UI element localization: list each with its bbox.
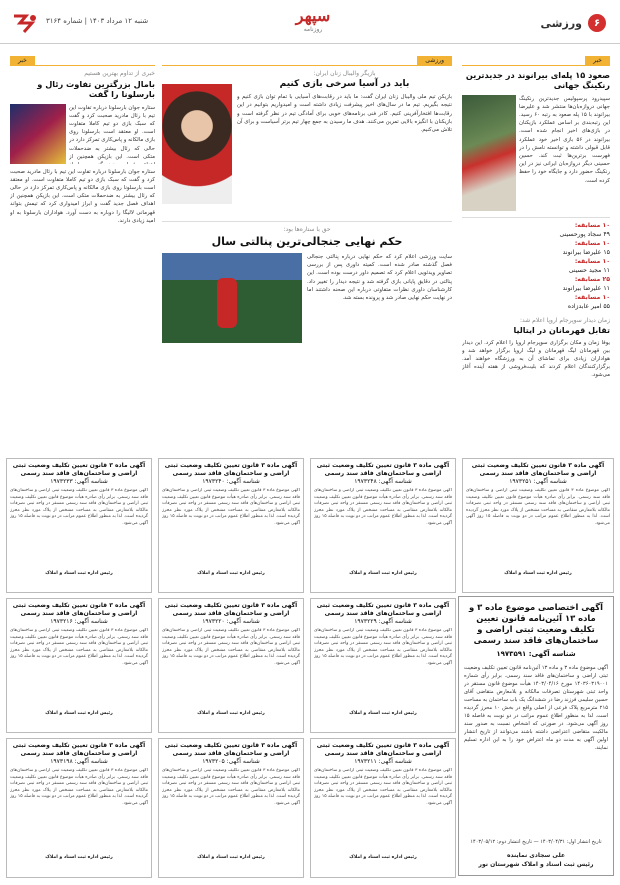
- ad-body: آگهی موضوع ماده ۳ قانون تعیین تکلیف وضعیت ثبتی اراضی و ساختمان‌های فاقد سند رسمی. برابر رأی صادره هیأت موضوع قانون تعیین تکلیف وضعیت ثبتی اراضی و ساختمان‌های فاقد سند رسمی مستقر در واحد ثبتی تصرفات مالکانه بلامعارض متقاضی به مساحت مشخص از پلاک مورد نظر محرز گردیده است. لذا به منظور اطلاع عموم مراتب در دو نوبت به فاصله ۱۵ روز آگهی می‌شود.: [314, 628, 452, 666]
- ad-title: آگهی ماده ۳ قانون تعیین تکلیف وضعیت ثبتی اراضی و ساختمان‌های فاقد سند رسمی: [316, 602, 450, 617]
- player-photo: [10, 104, 66, 164]
- legal-ad: [462, 458, 614, 593]
- ad-code: شناسه آگهی: ۱۹۷۳۲۵۱: [509, 478, 567, 485]
- ad-code: شناسه آگهی: ۱۹۷۳۲۳۳: [50, 478, 108, 485]
- kicker: خبری از تداوم بهترین هستیم: [84, 70, 155, 77]
- ad-title: آگهی ماده ۳ قانون تعیین تکلیف وضعیت ثبتی اراضی و ساختمان‌های فاقد سند رسمی: [12, 462, 146, 477]
- masthead-title: سپهر: [295, 6, 331, 25]
- article-body: ستاره جوان بارسلونا درباره تفاوت این تیم با رئال مادرید صحبت کرد و گفت که سبک بازی دو تیم کاملا متفاوت است. او معتقد است بارسلونا روی بازی مالکانه و پاس‌کاری تمرکز دارد در حالی که رئال بیشتر به ضدحملات متکی است. این بازیکن همچنین از اهداف فصل جدید گفت و ابراز امیدواری کرد که تیمش بتواند قهرمانی لالیگا را دوباره به دست آورد. هواداران بارسلونا به او امید زیادی دارند.: [10, 168, 155, 224]
- list-item-name: ۱۵ علیرضا بیرانوند: [562, 248, 610, 256]
- featured-ad-dates: تاریخ انتشار اول: ۱۴۰۳/۰۴/۳۱ — تاریخ انتشار دوم: ۱۴۰۳/۰۵/۱۲: [470, 839, 602, 845]
- ad-body: آگهی موضوع ماده ۳ قانون تعیین تکلیف وضعیت ثبتی اراضی و ساختمان‌های فاقد سند رسمی. برابر رأی صادره هیأت موضوع قانون تعیین تکلیف وضعیت ثبتی اراضی و ساختمان‌های فاقد سند رسمی مستقر در واحد ثبتی تصرفات مالکانه بلامعارض متقاضی به مساحت مشخص از پلاک مورد نظر محرز گردیده است. لذا به منظور اطلاع عموم مراتب در دو نوبت به فاصله ۱۵ روز آگهی می‌شود.: [314, 768, 452, 806]
- kicker: بازیگر والیبال زنان ایران:: [313, 70, 376, 77]
- legal-ad: [310, 738, 456, 878]
- quote-body: سایت ورزشی اعلام کرد که حکم نهایی درباره پنالتی جنجالی فصل گذشته صادر شده است. کمیته داوری پس از بررسی تصاویر ویدئویی اعلام کرد که تصمیم داور درست بوده است. این پنالتی در دقایق پایانی بازی گرفته شد و نتیجه دیدار را تغییر داد. کارشناسان داوری نظرات متفاوتی درباره این صحنه داشتند اما در نهایت حکم نهایی صادر شد و پرونده بسته شد.: [307, 254, 452, 302]
- ad-footer: رئیس اداره ثبت اسناد و املاک: [349, 571, 417, 576]
- ad-code: شناسه آگهی: ۱۹۷۳۲۴۰: [202, 478, 260, 485]
- section-label: [541, 14, 606, 32]
- article-body-top: ستاره جوان بارسلونا درباره تفاوت این تیم با رئال مادرید صحبت کرد و گفت که سبک بازی دو تیم کاملا متفاوت است. او معتقد است بارسلونا روی بازی مالکانه و پاس‌کاری تمرکز دارد در حالی که رئال بیشتر به ضدحملات متکی است. این بازیکن همچنین از: [69, 104, 155, 160]
- player-figure: [217, 278, 237, 328]
- ad-code: شناسه آگهی: ۱۹۷۳۲۱۶: [50, 618, 108, 625]
- article-headline: باید در آسیا سرخی بازی کنیم: [279, 79, 410, 89]
- article-body: بازیکن تیم ملی والیبال زنان ایران گفت: ما باید در رقابت‌های آسیایی با تمام توان بازی کنیم و نتیجه بگیریم. تیم ما در سال‌های اخیر پیشرفت زیادی داشته است و امیدواریم بتوانیم در این رقابت‌ها افتخارآفرینی کنیم. کادر فنی برنامه‌های خوبی برای آمادگی تیم در نظر گرفته است و بازیکنان با انگیزه بالایی تمرین می‌کنند. هدف ما رسیدن به جمع چهار تیم برتر آسیاست و برای آن تلاش می‌کنیم.: [237, 94, 452, 134]
- ad-footer: رئیس اداره ثبت اسناد و املاک: [45, 711, 113, 716]
- ad-footer: رئیس اداره ثبت اسناد و املاک: [197, 855, 265, 860]
- column-main: [162, 56, 452, 450]
- list-item-rank: ۲۵ مسابقه:: [574, 275, 610, 283]
- news-tag: خبر: [10, 56, 35, 65]
- ad-title: آگهی ماده ۳ قانون تعیین تکلیف وضعیت ثبتی اراضی و ساختمان‌های فاقد سند رسمی: [12, 742, 146, 757]
- ad-footer: رئیس اداره ثبت اسناد و املاک: [45, 855, 113, 860]
- featured-ad-footer: رئیس ثبت اسناد و املاک شهرستان نور: [478, 861, 594, 868]
- sub-headline: تقابل قهرمانان در ایتالیا: [513, 325, 610, 335]
- article-body: سپیدرود پرسپولیس جدیدترین رنکینگ جهانی دروازه‌بان‌ها منتشر شد و علیرضا بیرانوند با ۱۵ پله صعود به رتبه ۶۰ رسید. این رتبه‌بندی بر اساس عملکرد بازیکنان در بازی‌های اخیر انجام شده است. بیرانوند در ۵۶ بازی اخیر خود عملکرد قابل قبولی داشته و توانسته نامش را در فهرست برترین‌ها ثبت کند. حسین حسینی دیگر دروازه‌بان ایرانی نیز در این رنکینگ حضور دارد و جایگاه خود را حفظ کرده است.: [519, 95, 610, 184]
- list-item: [462, 239, 610, 257]
- ad-code: شناسه آگهی: ۱۹۷۳۲۲۹: [354, 618, 412, 625]
- ad-body: آگهی موضوع ماده ۳ قانون تعیین تکلیف وضعیت ثبتی اراضی و ساختمان‌های فاقد سند رسمی. برابر رأی صادره هیأت موضوع قانون تعیین تکلیف وضعیت ثبتی اراضی و ساختمان‌های فاقد سند رسمی مستقر در واحد ثبتی تصرفات مالکانه بلامعارض متقاضی به مساحت مشخص از پلاک مورد نظر محرز گردیده است. لذا به منظور اطلاع عموم مراتب در دو نوبت به فاصله ۱۵ روز آگهی می‌شود.: [314, 488, 452, 526]
- ad-body: آگهی موضوع ماده ۳ قانون تعیین تکلیف وضعیت ثبتی اراضی و ساختمان‌های فاقد سند رسمی. برابر رأی صادره هیأت موضوع قانون تعیین تکلیف وضعیت ثبتی اراضی و ساختمان‌های فاقد سند رسمی مستقر در واحد ثبتی تصرفات مالکانه بلامعارض متقاضی به مساحت مشخص از پلاک مورد نظر محرز گردیده است. لذا به منظور اطلاع عموم مراتب در دو نوبت به فاصله ۱۵ روز آگهی می‌شود.: [162, 628, 300, 666]
- ad-footer: رئیس اداره ثبت اسناد و املاک: [197, 571, 265, 576]
- sub-kicker: زمان دیدار سوپرجام اروپا اعلام شد:: [520, 316, 610, 324]
- ad-footer: رئیس اداره ثبت اسناد و املاک: [349, 711, 417, 716]
- ad-footer: رئیس اداره ثبت اسناد و املاک: [504, 571, 572, 576]
- featured-ad-signer: علی سجادی نماینده: [506, 852, 566, 859]
- ad-footer: رئیس اداره ثبت اسناد و املاک: [45, 571, 113, 576]
- legal-ad: [6, 458, 152, 593]
- ad-footer: رئیس اداره ثبت اسناد و املاک: [349, 855, 417, 860]
- ranking-list: [462, 217, 610, 311]
- section-tag: ورزشی: [417, 56, 452, 65]
- ad-body: آگهی موضوع ماده ۳ قانون تعیین تکلیف وضعیت ثبتی اراضی و ساختمان‌های فاقد سند رسمی. برابر رأی صادره هیأت موضوع قانون تعیین تکلیف وضعیت ثبتی اراضی و ساختمان‌های فاقد سند رسمی مستقر در واحد ثبتی تصرفات مالکانه بلامعارض متقاضی به مساحت مشخص از پلاک مورد نظر محرز گردیده است. لذا به منظور اطلاع عموم مراتب در دو نوبت به فاصله ۱۵ روز آگهی می‌شود.: [162, 768, 300, 806]
- list-item-name: ۵۵ امیر عابدزاده: [567, 302, 610, 310]
- list-item-name: ۱۱ مجید حسینی: [568, 266, 610, 274]
- ad-title: آگهی ماده ۳ قانون تعیین تکلیف وضعیت ثبتی اراضی و ساختمان‌های فاقد سند رسمی: [12, 602, 146, 617]
- list-item-rank: ۱۰ مسابقه:: [574, 293, 610, 301]
- featured-ad-title: آگهی اختصاصی موضوع ماده ۳ و ماده ۱۳ آئین‌نامه قانون تعیین تکلیف وضعیت ثبتی اراضی و ساختمان‌های فاقد سند رسمی: [468, 602, 604, 645]
- ad-code: شناسه آگهی: ۱۹۷۳۲۰۵: [202, 758, 260, 765]
- legal-ad: [6, 738, 152, 878]
- ad-body: آگهی موضوع ماده ۳ قانون تعیین تکلیف وضعیت ثبتی اراضی و ساختمان‌های فاقد سند رسمی. برابر رأی صادره هیأت موضوع قانون تعیین تکلیف وضعیت ثبتی اراضی و ساختمان‌های فاقد سند رسمی مستقر در واحد ثبتی تصرفات مالکانه بلامعارض متقاضی به مساحت مشخص از پلاک مورد نظر محرز گردیده است. لذا به منظور اطلاع عموم مراتب در دو نوبت به فاصله ۱۵ روز آگهی می‌شود.: [10, 628, 148, 666]
- player-portrait: [162, 84, 232, 204]
- list-item-name: ۴۹ سجاد پورحسینی: [559, 230, 610, 238]
- list-item: [462, 257, 610, 275]
- ad-title: آگهی ماده ۳ قانون تعیین تکلیف وضعیت ثبتی اراضی و ساختمان‌های فاقد سند رسمی: [316, 742, 450, 757]
- legal-ad: [158, 738, 304, 878]
- list-item: [462, 293, 610, 311]
- masthead: [268, 6, 358, 40]
- ad-body: آگهی موضوع ماده ۳ قانون تعیین تکلیف وضعیت ثبتی اراضی و ساختمان‌های فاقد سند رسمی. برابر رأی صادره هیأت موضوع قانون تعیین تکلیف وضعیت ثبتی اراضی و ساختمان‌های فاقد سند رسمی مستقر در واحد ثبتی تصرفات مالکانه بلامعارض متقاضی به مساحت مشخص از پلاک مورد نظر محرز گردیده است. لذا به منظور اطلاع عموم مراتب در دو نوبت به فاصله ۱۵ روز آگهی می‌شود.: [162, 488, 300, 526]
- list-item: [462, 275, 610, 293]
- goalkeeper-photo: [462, 95, 516, 211]
- featured-ad-code: شناسه آگهی: ۱۹۷۳۵۹۱: [496, 650, 576, 658]
- ad-code: شناسه آگهی: ۱۹۷۳۲۱۱: [354, 758, 412, 765]
- legal-ad: [6, 598, 152, 733]
- ad-body: آگهی موضوع ماده ۳ قانون تعیین تکلیف وضعیت ثبتی اراضی و ساختمان‌های فاقد سند رسمی. برابر رأی صادره هیأت موضوع قانون تعیین تکلیف وضعیت ثبتی اراضی و ساختمان‌های فاقد سند رسمی مستقر در واحد ثبتی تصرفات مالکانه بلامعارض متقاضی به مساحت مشخص از پلاک مورد نظر محرز گردیده است. لذا به منظور اطلاع عموم مراتب در دو نوبت به فاصله ۱۵ روز آگهی می‌شود.: [10, 488, 148, 526]
- ad-body: آگهی موضوع ماده ۳ قانون تعیین تکلیف وضعیت ثبتی اراضی و ساختمان‌های فاقد سند رسمی. برابر رأی صادره هیأت موضوع قانون تعیین تکلیف وضعیت ثبتی اراضی و ساختمان‌های فاقد سند رسمی مستقر در واحد ثبتی تصرفات مالکانه بلامعارض متقاضی به مساحت مشخص از پلاک مورد نظر محرز گردیده است. لذا به منظور اطلاع عموم مراتب در دو نوبت به فاصله ۱۵ روز آگهی می‌شود.: [10, 768, 148, 806]
- column-football: [10, 56, 155, 450]
- list-item: [462, 221, 610, 239]
- ad-title: آگهی ماده ۳ قانون تعیین تکلیف وضعیت ثبتی اراضی و ساختمان‌های فاقد سند رسمی: [164, 742, 298, 757]
- ad-title: آگهی ماده ۳ قانون تعیین تکلیف وضعیت ثبتی اراضی و ساختمان‌های فاقد سند رسمی: [316, 462, 450, 477]
- featured-legal-ad: [458, 596, 614, 876]
- logo-icon: [12, 12, 38, 34]
- list-item-rank: ۱۰ مسابقه:: [574, 221, 610, 229]
- ad-code: شناسه آگهی: ۱۹۷۳۲۲۰: [202, 618, 260, 625]
- masthead-sub: روزنامه: [303, 26, 323, 33]
- ad-code: شناسه آگهی: ۱۹۷۳۱۹۸: [50, 758, 108, 765]
- list-item-rank: ۱۰ مسابقه:: [574, 239, 610, 247]
- ad-body: آگهی موضوع ماده ۳ قانون تعیین تکلیف وضعیت ثبتی اراضی و ساختمان‌های فاقد سند رسمی. برابر رأی صادره هیأت موضوع قانون تعیین تکلیف وضعیت ثبتی اراضی و ساختمان‌های فاقد سند رسمی مستقر در واحد ثبتی تصرفات مالکانه بلامعارض متقاضی به مساحت مشخص از پلاک مورد نظر محرز گردیده است. لذا به منظور اطلاع عموم مراتب در دو نوبت به فاصله ۱۵ روز آگهی می‌شود.: [466, 488, 610, 526]
- article-headline: صعود ۱۵ پله‌ای بیرانوند در جدیدترین رنکینگ جهانی: [465, 70, 610, 91]
- quote-kicker: حق با ستاره‌ها بود:: [283, 226, 331, 234]
- ad-title: آگهی ماده ۳ قانون تعیین تکلیف وضعیت ثبتی اراضی و ساختمان‌های فاقد سند رسمی: [164, 602, 298, 617]
- quote-headline: حکم نهایی جنجالی‌ترین پنالتی سال: [211, 235, 403, 249]
- featured-ad-body: آگهی موضوع ماده ۳ و ماده ۱۳ آئین‌نامه قانون تعیین تکلیف وضعیت ثبتی اراضی و ساختمان‌های فاقد سند رسمی. برابر رأی شماره ۱۴۰۳۶۰۳۱۹۰۰۱ مورخ ۱۴۰۳/۰۴/۱۶ هیأت موضوع قانون مستقر در واحد ثبتی شهرستان تصرفات مالکانه و بلامعارض متقاضی آقای حسین سلیمی فرزند رضا در ششدانگ یک باب ساختمان به مساحت ۲۱۵ مترمربع پلاک فرعی از اصلی واقع در بخش ۱۰ محرز گردیده است. لذا به منظور اطلاع عموم مراتب در دو نوبت به فاصله ۱۵ روز آگهی می‌شود. در صورتی که اشخاص نسبت به صدور سند مالکیت متقاضی اعتراضی داشته باشند می‌توانند از تاریخ انتشار اولین آگهی به مدت دو ماه اعتراض خود را به این اداره تسلیم نمایند.: [464, 665, 608, 751]
- ad-title: آگهی ماده ۳ قانون تعیین تکلیف وضعیت ثبتی اراضی و ساختمان‌های فاقد سند رسمی: [471, 462, 605, 477]
- article-headline: بامال بزرگترین تفاوت رئال و بارسلونا را گفت: [37, 79, 155, 100]
- legal-ad: [158, 458, 304, 593]
- ad-footer: رئیس اداره ثبت اسناد و املاک: [197, 711, 265, 716]
- ad-code: شناسه آگهی: ۱۹۷۳۲۴۸: [354, 478, 412, 485]
- page-number: ۶: [588, 14, 606, 32]
- news-tag: خبر: [585, 56, 610, 65]
- list-item-rank: ۱۰ مسابقه:: [574, 257, 610, 265]
- legal-ad: [158, 598, 304, 733]
- list-item-name: ۱۱ علیرضا بیرانوند: [562, 284, 610, 292]
- column-sport-news: [462, 56, 610, 450]
- sub-body: یوفا زمان و مکان برگزاری سوپرجام اروپا را اعلام کرد. این دیدار بین قهرمانان لیگ قهرمانان و لیگ اروپا برگزار خواهد شد و هواداران زیادی برای تماشای آن به ورزشگاه خواهند آمد. برگزارکنندگان اعلام کردند که بلیت‌فروشی از هفته آینده آغاز می‌شود.: [462, 339, 610, 379]
- legal-ad: [310, 598, 456, 733]
- match-photo: [162, 253, 302, 343]
- page-header: [0, 0, 620, 44]
- legal-ad: [310, 458, 456, 593]
- ad-title: آگهی ماده ۳ قانون تعیین تکلیف وضعیت ثبتی اراضی و ساختمان‌های فاقد سند رسمی: [164, 462, 298, 477]
- section-title: ورزشی: [540, 16, 582, 30]
- date-line: شنبه ۱۲ مرداد ۱۴۰۳ | شماره ۳۱۶۴: [46, 17, 149, 25]
